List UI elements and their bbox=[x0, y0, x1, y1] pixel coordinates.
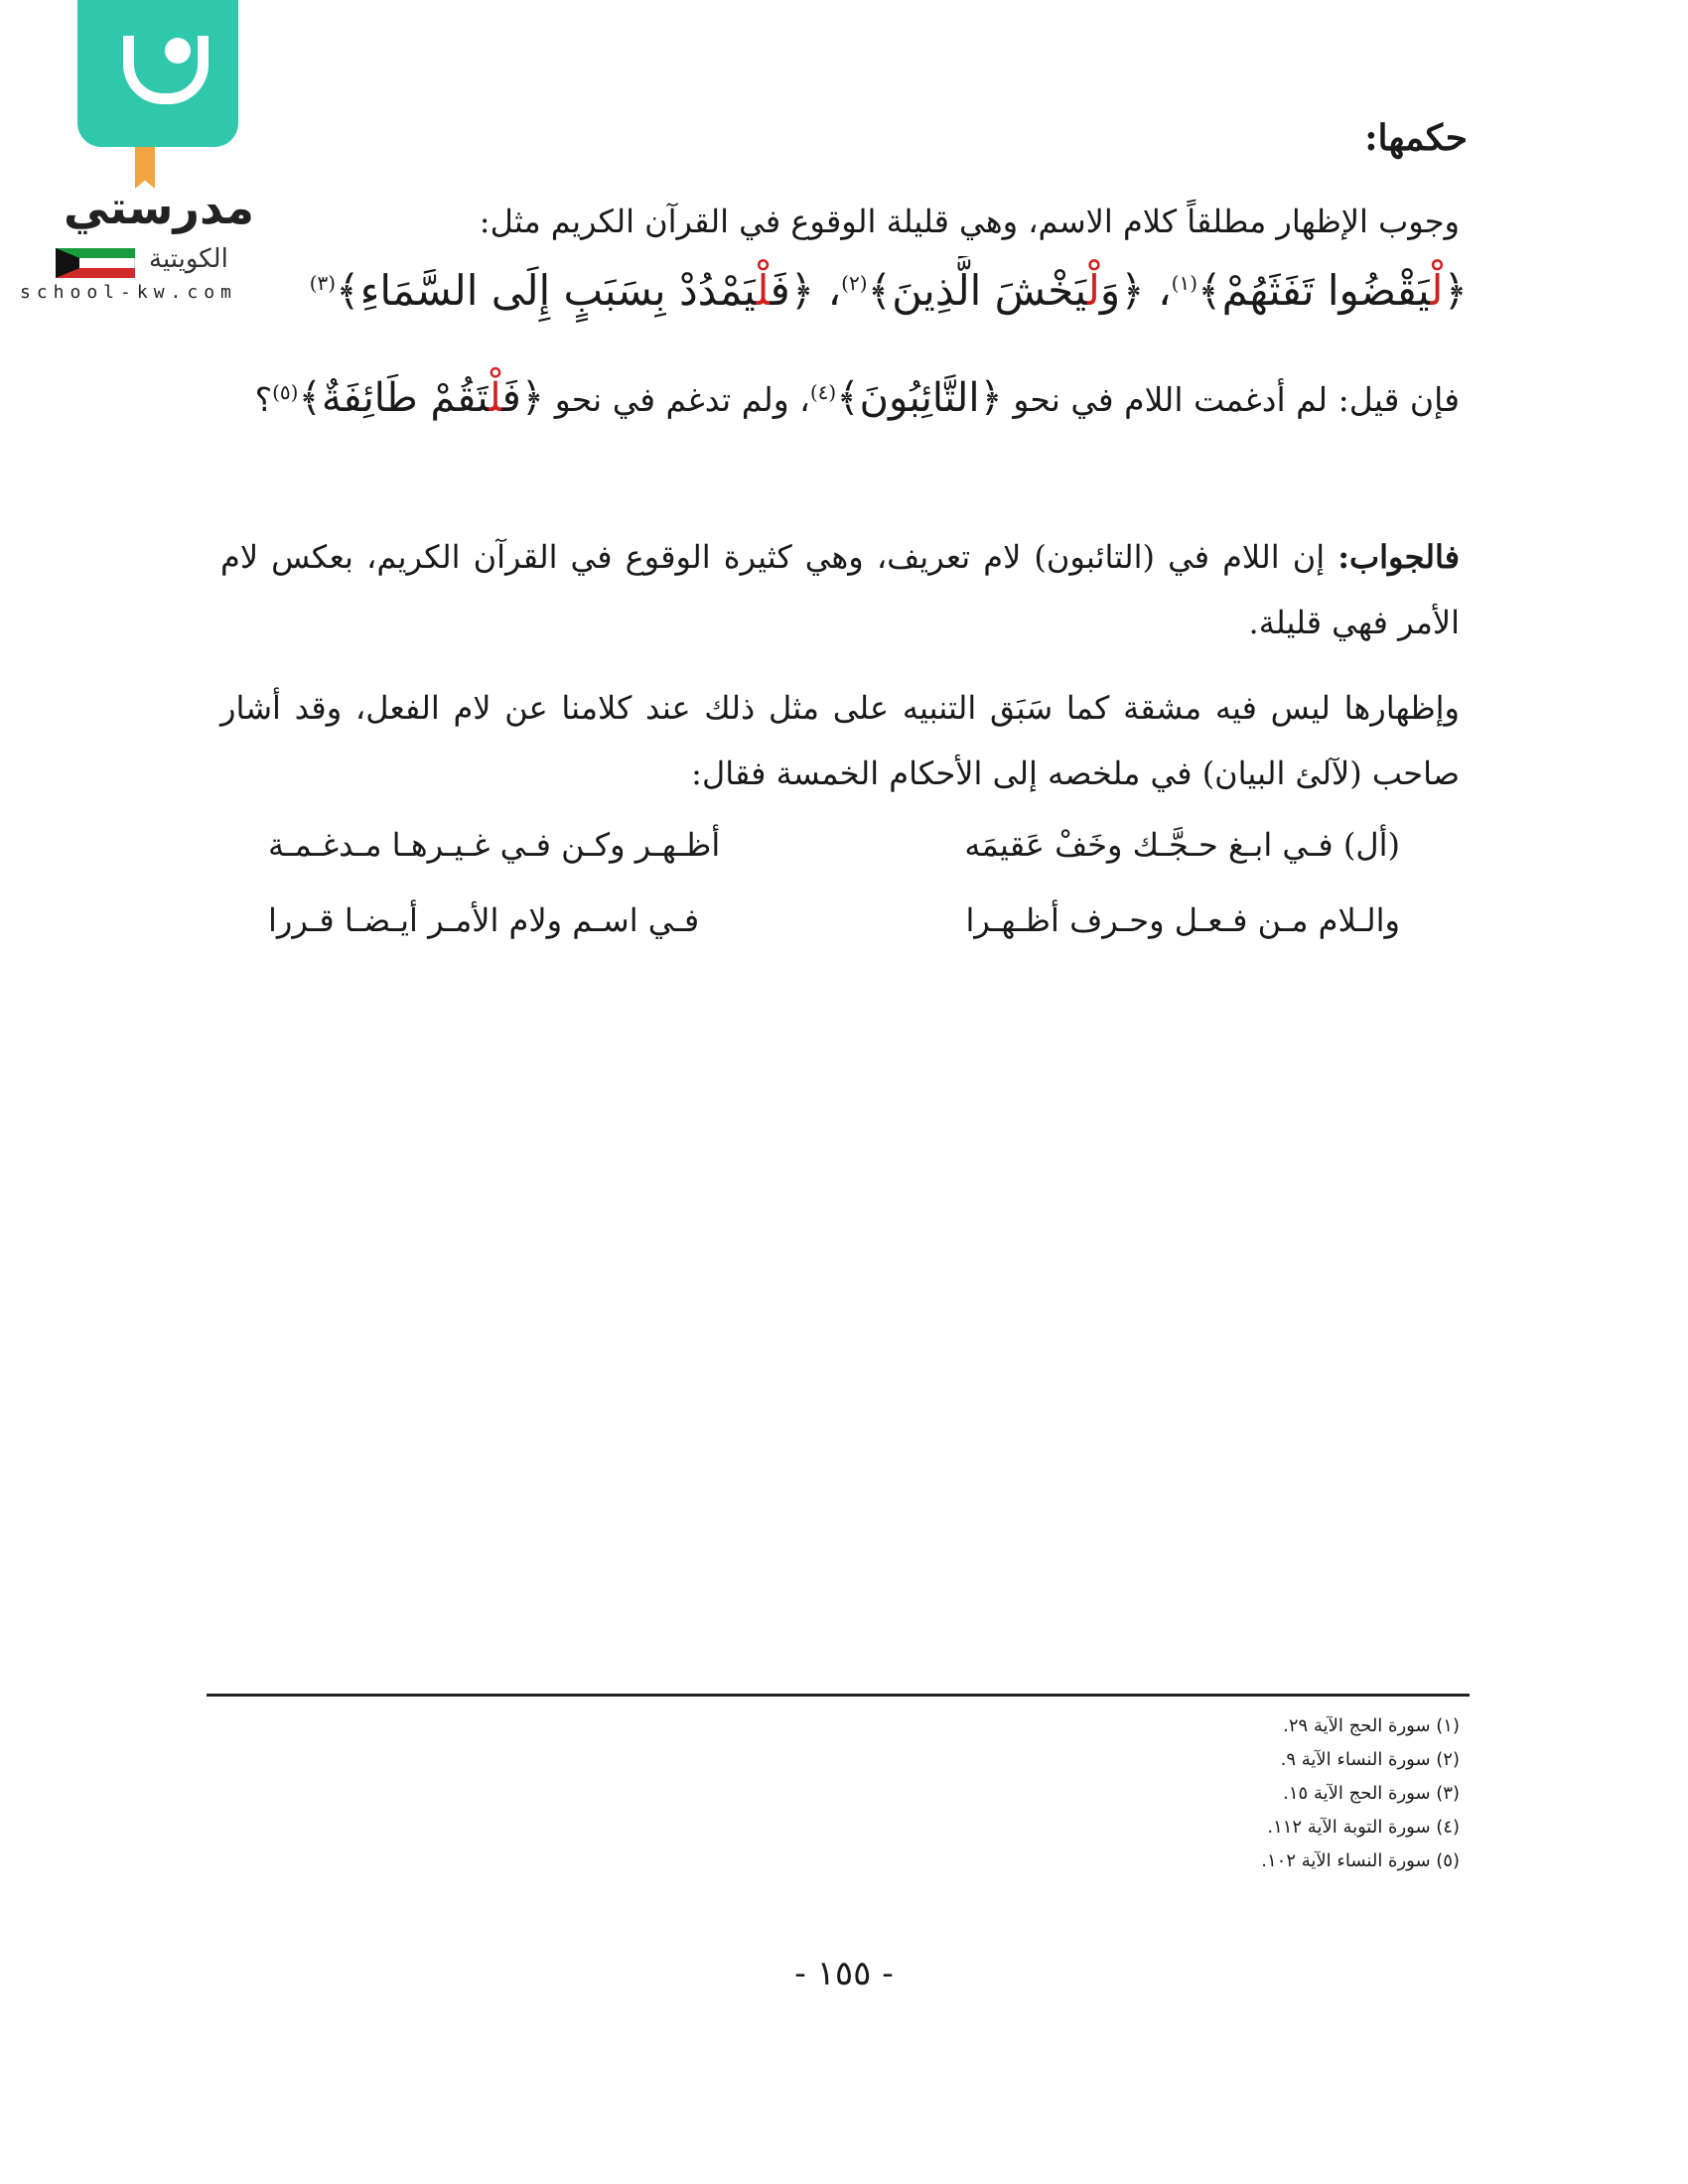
footnote-item: (٤) سورة التوبة الآية ١١٢. bbox=[1267, 1817, 1460, 1838]
logo-url: school-kw.com bbox=[20, 282, 237, 303]
logo-tile bbox=[77, 0, 238, 147]
verse-example-3: ﴿فَلْيَمْدُدْ بِسَبَبٍ إِلَى السَّمَاءِ﴾$^{(٣)}$ bbox=[309, 266, 815, 315]
verse-example-2: ﴿وَلْيَخْشَ الَّذِينَ﴾$^{(٢)}$ bbox=[841, 266, 1145, 315]
quran-examples: ﴿لْيَقْضُوا تَفَثَهُمْ﴾$^{(١)}$، ﴿وَلْيَخْشَ الَّذِينَ﴾$^{(٢)}$، ﴿فَلْيَمْدُدْ بِسَبَبٍ إِلَى السَّمَاءِ﴾$^{(٣)}$ bbox=[309, 266, 1468, 315]
logo-name: مدرستي bbox=[63, 181, 255, 234]
footnote-item: (٢) سورة النساء الآية ٩. bbox=[1280, 1749, 1460, 1770]
footnote-item: (٥) سورة النساء الآية ١٠٢. bbox=[1261, 1850, 1460, 1871]
footnotes-list bbox=[1261, 1709, 1460, 1878]
paragraph-question: فإن قيل: لم أدغمت اللام في نحو ﴿التَّائِبُونَ﴾$^{(٤)}$، ولم تدغم في نحو ﴿فَلْتَقُمْ طَائِفَةٌ﴾$^{(٥)}$؟ bbox=[254, 375, 1460, 421]
poem-verse: والـلام مـن فـعـل وحـرف أظـهـرا فـي اسـم ولام الأمـر أيـضـا قـررا bbox=[268, 901, 1400, 939]
footnote-item: (١) سورة الحج الآية ٢٩. bbox=[1283, 1715, 1460, 1736]
footnote-item: (٣) سورة الحج الآية ١٥. bbox=[1283, 1783, 1460, 1804]
kuwait-flag-icon bbox=[56, 248, 135, 278]
paragraph-answer: فالجواب: إن اللام في (التائبون) لام تعريف، وهي كثيرة الوقوع في القرآن الكريم، بعكس لام الأمر فهي قليلة. bbox=[220, 538, 1461, 641]
section-heading: حكمها: bbox=[1364, 117, 1468, 159]
logo-subtitle: الكويتية bbox=[149, 244, 228, 274]
poem-verse: (أل) فـي ابـغ حـجَّـك وخَفْ عَقيمَه أظـهـر وكـن فـي غـيـرهـا مـدغـمـة bbox=[268, 826, 1400, 864]
paragraph-rule: وجوب الإظهار مطلقاً كلام الاسم، وهي قليلة الوقوع في القرآن الكريم مثل: bbox=[479, 203, 1460, 240]
paragraph-explanation: وإظهارها ليس فيه مشقة كما سَبَق التنبيه على مثل ذلك عند كلامنا عن لام الفعل، وقد أشار صاحب (لآلئ البيان) في ملخصه إلى الأحكام الخمسة فقال: bbox=[220, 689, 1460, 792]
page-number: - ١٥٥ - bbox=[794, 1954, 894, 1993]
answer-label: فالجواب: bbox=[1337, 538, 1461, 576]
verse-example-1: ﴿لْيَقْضُوا تَفَثَهُمْ﴾$^{(١)}$ bbox=[1171, 266, 1468, 315]
footnote-divider bbox=[207, 1694, 1470, 1697]
logo-smile bbox=[123, 36, 209, 104]
